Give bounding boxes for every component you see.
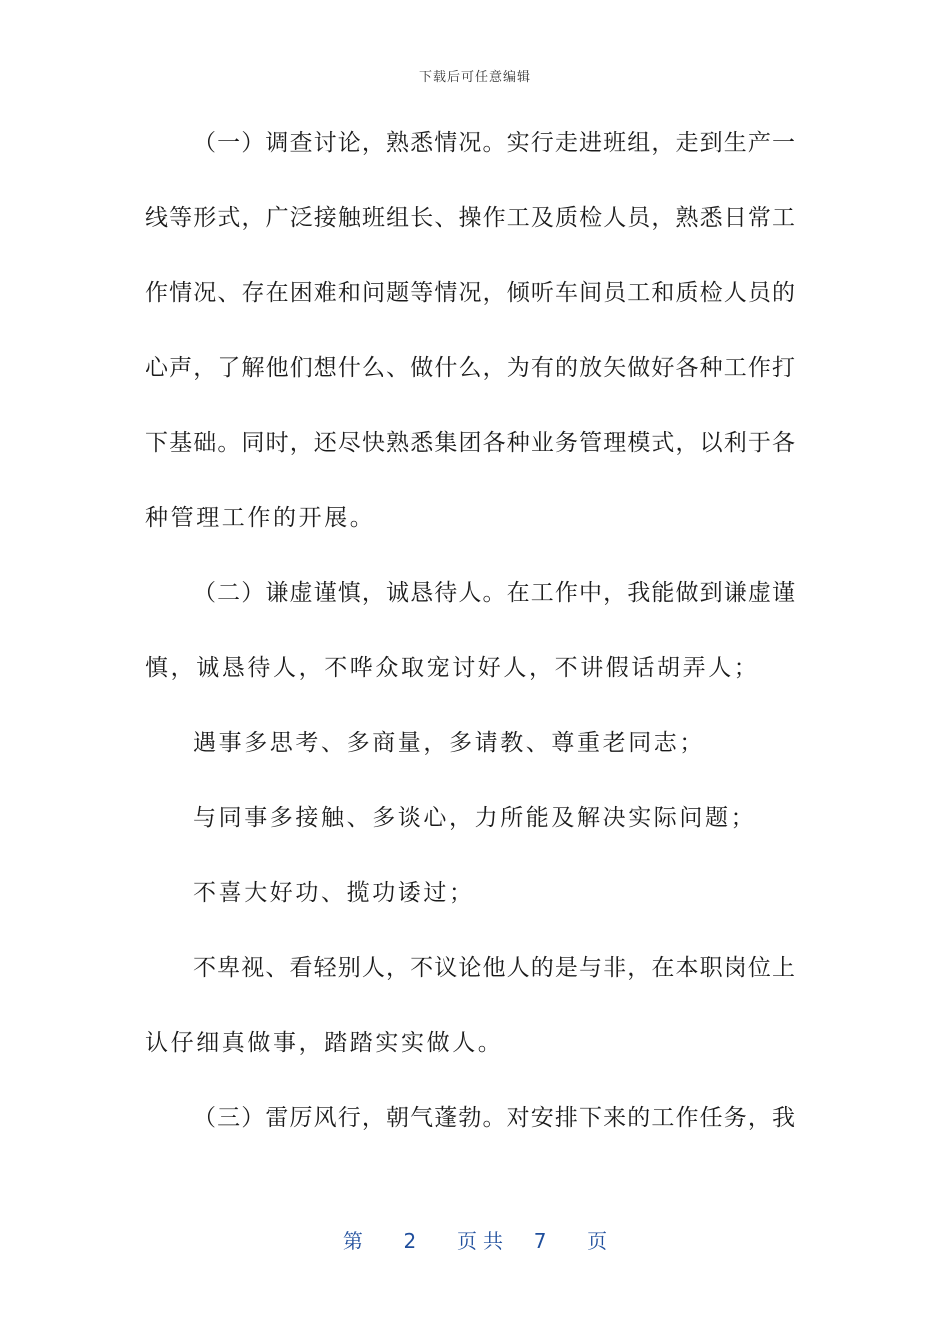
paragraph-1-line-6: 种管理工作的开展。: [145, 505, 376, 531]
paragraph-2-line-1: （二）谦虚谨慎，诚恳待人。在工作中，我能做到谦虚谨: [193, 580, 795, 606]
paragraph-6-line-1: 不卑视、看轻别人，不议论他人的是与非，在本职岗位上: [193, 955, 795, 981]
page-suffix: 页: [587, 1229, 608, 1253]
paragraph-1-line-5: 下基础。同时，还尽快熟悉集团各种业务管理模式，以利于各: [145, 430, 795, 456]
paragraph-4-line-1: 与同事多接触、多谈心，力所能及解决实际问题；: [193, 805, 757, 831]
current-page-number: 2: [403, 1229, 417, 1253]
page-footer: [0, 1225, 950, 1254]
paragraph-7-line-1: （三）雷厉风行，朝气蓬勃。对安排下来的工作任务，我: [193, 1105, 795, 1131]
paragraph-6-line-2: 认仔细真做事，踏踏实实做人。: [145, 1030, 504, 1056]
paragraph-1-line-2: 线等形式，广泛接触班组长、操作工及质检人员，熟悉日常工: [145, 205, 795, 231]
page-mid-text: 页共: [457, 1229, 509, 1253]
paragraph-1-line-1: （一）调查讨论，熟悉情况。实行走进班组，走到生产一: [193, 130, 795, 156]
paragraph-1-line-4: 心声，了解他们想什么、做什么，为有的放矢做好各种工作打: [145, 355, 795, 381]
paragraph-1-line-3: 作情况、存在困难和问题等情况，倾听车间员工和质检人员的: [145, 280, 795, 306]
header-note: 下载后可任意编辑: [418, 70, 531, 85]
total-pages-number: 7: [533, 1229, 547, 1253]
paragraph-2-line-2: 慎，诚恳待人，不哗众取宠讨好人，不讲假话胡弄人；: [145, 655, 760, 681]
page-prefix: 第: [342, 1229, 363, 1253]
paragraph-3-line-1: 遇事多思考、多商量，多请教、尊重老同志；: [193, 730, 705, 756]
paragraph-5-line-1: 不喜大好功、揽功诿过；: [193, 880, 475, 906]
